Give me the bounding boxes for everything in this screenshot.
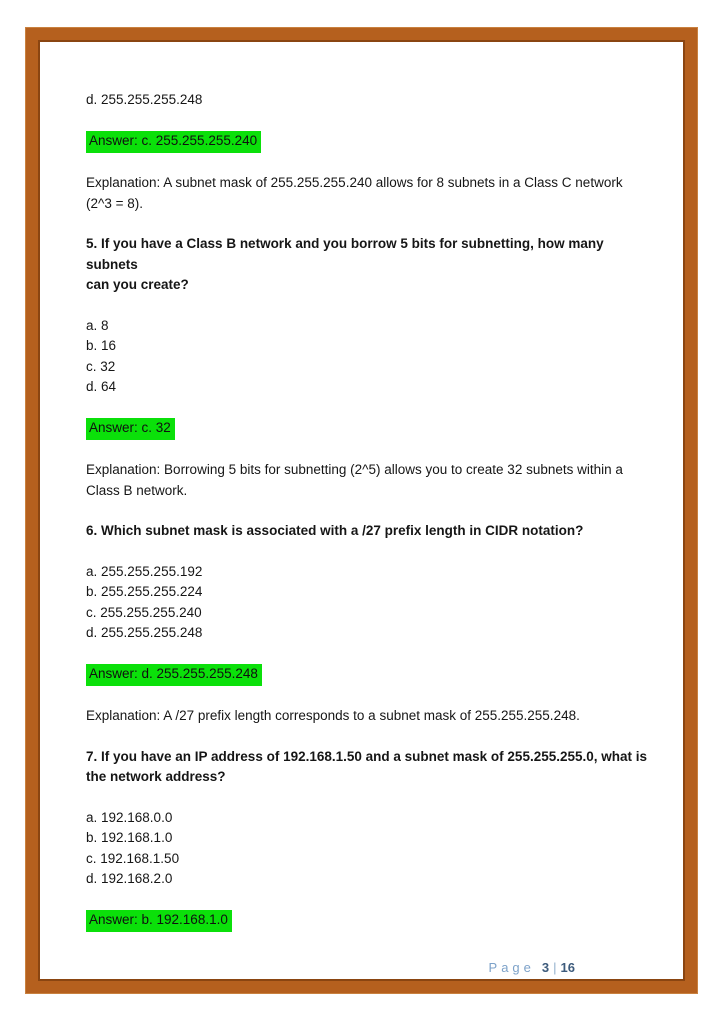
question-text-line: can you create? <box>86 277 189 292</box>
explanation-text-line: Class B network. <box>86 482 188 498</box>
page-content <box>38 40 685 932</box>
option-line: d. 255.255.255.248 <box>86 625 203 640</box>
explanation-text-line: (2^3 = 8). <box>86 195 143 211</box>
explanation-paragraph <box>86 460 655 501</box>
option-line: a. 255.255.255.192 <box>86 563 203 579</box>
options-group <box>86 808 655 890</box>
option-line: d. 192.168.2.0 <box>86 871 173 886</box>
footer-page-number: 3 <box>541 960 550 975</box>
question-paragraph <box>86 234 655 296</box>
explanation-paragraph <box>86 706 655 727</box>
answer-paragraph <box>86 910 655 933</box>
option-line: c. 192.168.1.50 <box>86 850 180 866</box>
question-paragraph <box>86 521 655 542</box>
option-line: b. 255.255.255.224 <box>86 584 203 599</box>
option-line: a. 8 <box>86 317 109 333</box>
question-text-line: 6. Which subnet mask is associated with a /27 prefix length in CIDR notation? <box>86 523 584 538</box>
options-group <box>86 562 655 644</box>
option-line: b. 192.168.1.0 <box>86 830 173 845</box>
answer-paragraph <box>86 131 655 154</box>
page-border-frame <box>26 28 697 993</box>
option-line: c. 255.255.255.240 <box>86 604 202 620</box>
explanation-text-line: Explanation: A subnet mask of 255.255.255.240 allows for 8 subnets in a Class C network <box>86 175 623 190</box>
footer-separator: | <box>553 960 557 975</box>
option-line: a. 192.168.0.0 <box>86 809 173 825</box>
question-text-line: 5. If you have a Class B network and you borrow 5 bits for subnetting, how many subnets <box>86 236 604 272</box>
footer-page-label: Page <box>488 960 535 975</box>
answer-paragraph <box>86 664 655 687</box>
answer-highlight: Answer: d. 255.255.255.248 <box>86 664 262 687</box>
explanation-paragraph <box>86 173 655 214</box>
explanation-text-line: Explanation: Borrowing 5 bits for subnetting (2^5) allows you to create 32 subnets within a <box>86 462 623 477</box>
option-line: d. 64 <box>86 379 117 394</box>
question-paragraph <box>86 747 655 788</box>
option-line: b. 16 <box>86 338 117 353</box>
answer-highlight: Answer: b. 192.168.1.0 <box>86 910 232 933</box>
option-line-paragraph: d. 255.255.255.248 <box>86 92 203 107</box>
options-group <box>86 316 655 398</box>
answer-highlight: Answer: c. 255.255.255.240 <box>86 131 261 154</box>
option-line: c. 32 <box>86 358 116 374</box>
answer-highlight: Answer: c. 32 <box>86 418 175 441</box>
question-text-line: the network address? <box>86 769 226 784</box>
page-footer <box>489 960 575 975</box>
explanation-text-line: Explanation: A /27 prefix length corresponds to a subnet mask of 255.255.255.248. <box>86 708 580 723</box>
footer-page-total: 16 <box>560 960 575 975</box>
question-text-line: 7. If you have an IP address of 192.168.1.50 and a subnet mask of 255.255.255.0, what is <box>86 748 648 764</box>
answer-paragraph <box>86 418 655 441</box>
